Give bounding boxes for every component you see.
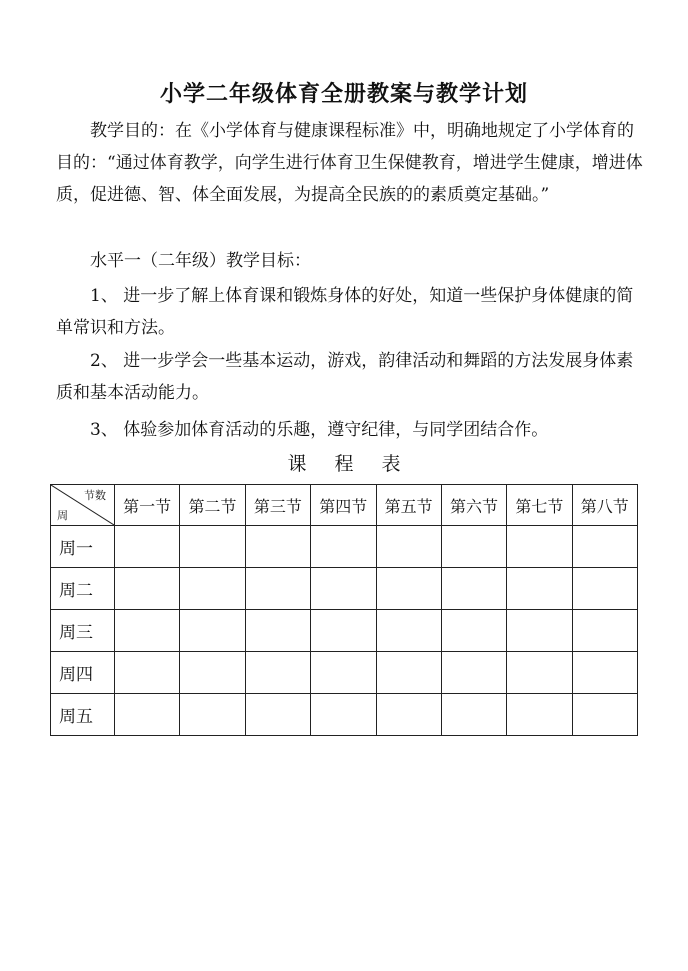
schedule-cell [311, 652, 376, 694]
schedule-cell [376, 694, 441, 736]
schedule-cell [115, 526, 180, 568]
schedule-cell [180, 526, 245, 568]
schedule-cell [441, 526, 506, 568]
schedule-cell [572, 610, 637, 652]
day-label: 周三 [51, 610, 115, 652]
schedule-cell [376, 652, 441, 694]
schedule-cell [507, 610, 572, 652]
period-header: 第六节 [441, 485, 506, 526]
corner-label-week: 周 [57, 509, 68, 522]
schedule-cell [245, 610, 310, 652]
schedule-cell [115, 694, 180, 736]
schedule-table [50, 484, 638, 736]
schedule-cell [245, 526, 310, 568]
schedule-cell [311, 694, 376, 736]
corner-label-periods: 节数 [84, 489, 106, 502]
day-label: 周五 [51, 694, 115, 736]
day-label: 周二 [51, 568, 115, 610]
period-header: 第八节 [572, 485, 637, 526]
schedule-title [0, 449, 688, 479]
schedule-cell [311, 610, 376, 652]
schedule-cell [180, 652, 245, 694]
period-header: 第一节 [115, 485, 180, 526]
objective-item: 1、 进一步了解上体育课和锻炼身体的好处，知道一些保护身体健康的简单常识和方法。 [56, 286, 634, 338]
schedule-title-char: 程 [334, 453, 354, 475]
schedule-cell [572, 526, 637, 568]
table-row [51, 526, 638, 568]
schedule-cell [507, 526, 572, 568]
schedule-cell [376, 526, 441, 568]
level-heading: 水平一（二年级）教学目标： [90, 251, 311, 271]
teaching-goal-paragraph: 教学目的：在《小学体育与健康课程标准》中，明确地规定了小学体育的目的：“通过体育教学，向学生进行体育卫生保健教育，增进学生健康，增进体质，促进德、智、体全面发展，为提高全民族的的素质奠定基础。” [56, 121, 643, 205]
table-row [51, 610, 638, 652]
schedule-cell [507, 568, 572, 610]
schedule-cell [507, 694, 572, 736]
schedule-cell [441, 694, 506, 736]
table-row [51, 694, 638, 736]
document-title: 小学二年级体育全册教案与教学计划 [159, 81, 528, 107]
period-header: 第三节 [245, 485, 310, 526]
schedule-cell [376, 610, 441, 652]
schedule-cell [180, 694, 245, 736]
period-header: 第二节 [180, 485, 245, 526]
period-header: 第四节 [311, 485, 376, 526]
schedule-cell [311, 526, 376, 568]
schedule-cell [180, 610, 245, 652]
schedule-cell [245, 568, 310, 610]
objective-item: 2、 进一步学会一些基本运动，游戏，韵律活动和舞蹈的方法发展身体素质和基本活动能力。 [56, 351, 634, 403]
schedule-cell [376, 568, 441, 610]
schedule-cell [245, 694, 310, 736]
schedule-cell [115, 652, 180, 694]
day-label: 周一 [51, 526, 115, 568]
schedule-cell [180, 568, 245, 610]
schedule-cell [441, 610, 506, 652]
schedule-cell [441, 652, 506, 694]
schedule-cell [115, 610, 180, 652]
schedule-cell [311, 568, 376, 610]
schedule-cell [245, 652, 310, 694]
schedule-cell [507, 652, 572, 694]
table-row [51, 652, 638, 694]
table-row [51, 568, 638, 610]
schedule-cell [572, 652, 637, 694]
objective-item: 3、 体验参加体育活动的乐趣，遵守纪律，与同学团结合作。 [90, 420, 549, 440]
corner-header-cell [51, 485, 115, 526]
period-header: 第五节 [376, 485, 441, 526]
schedule-title-char: 课 [287, 453, 307, 475]
schedule-cell [115, 568, 180, 610]
day-label: 周四 [51, 652, 115, 694]
schedule-cell [441, 568, 506, 610]
schedule-cell [572, 694, 637, 736]
schedule-header-row [51, 485, 638, 526]
schedule-title-char: 表 [381, 453, 401, 475]
schedule-cell [572, 568, 637, 610]
period-header: 第七节 [507, 485, 572, 526]
